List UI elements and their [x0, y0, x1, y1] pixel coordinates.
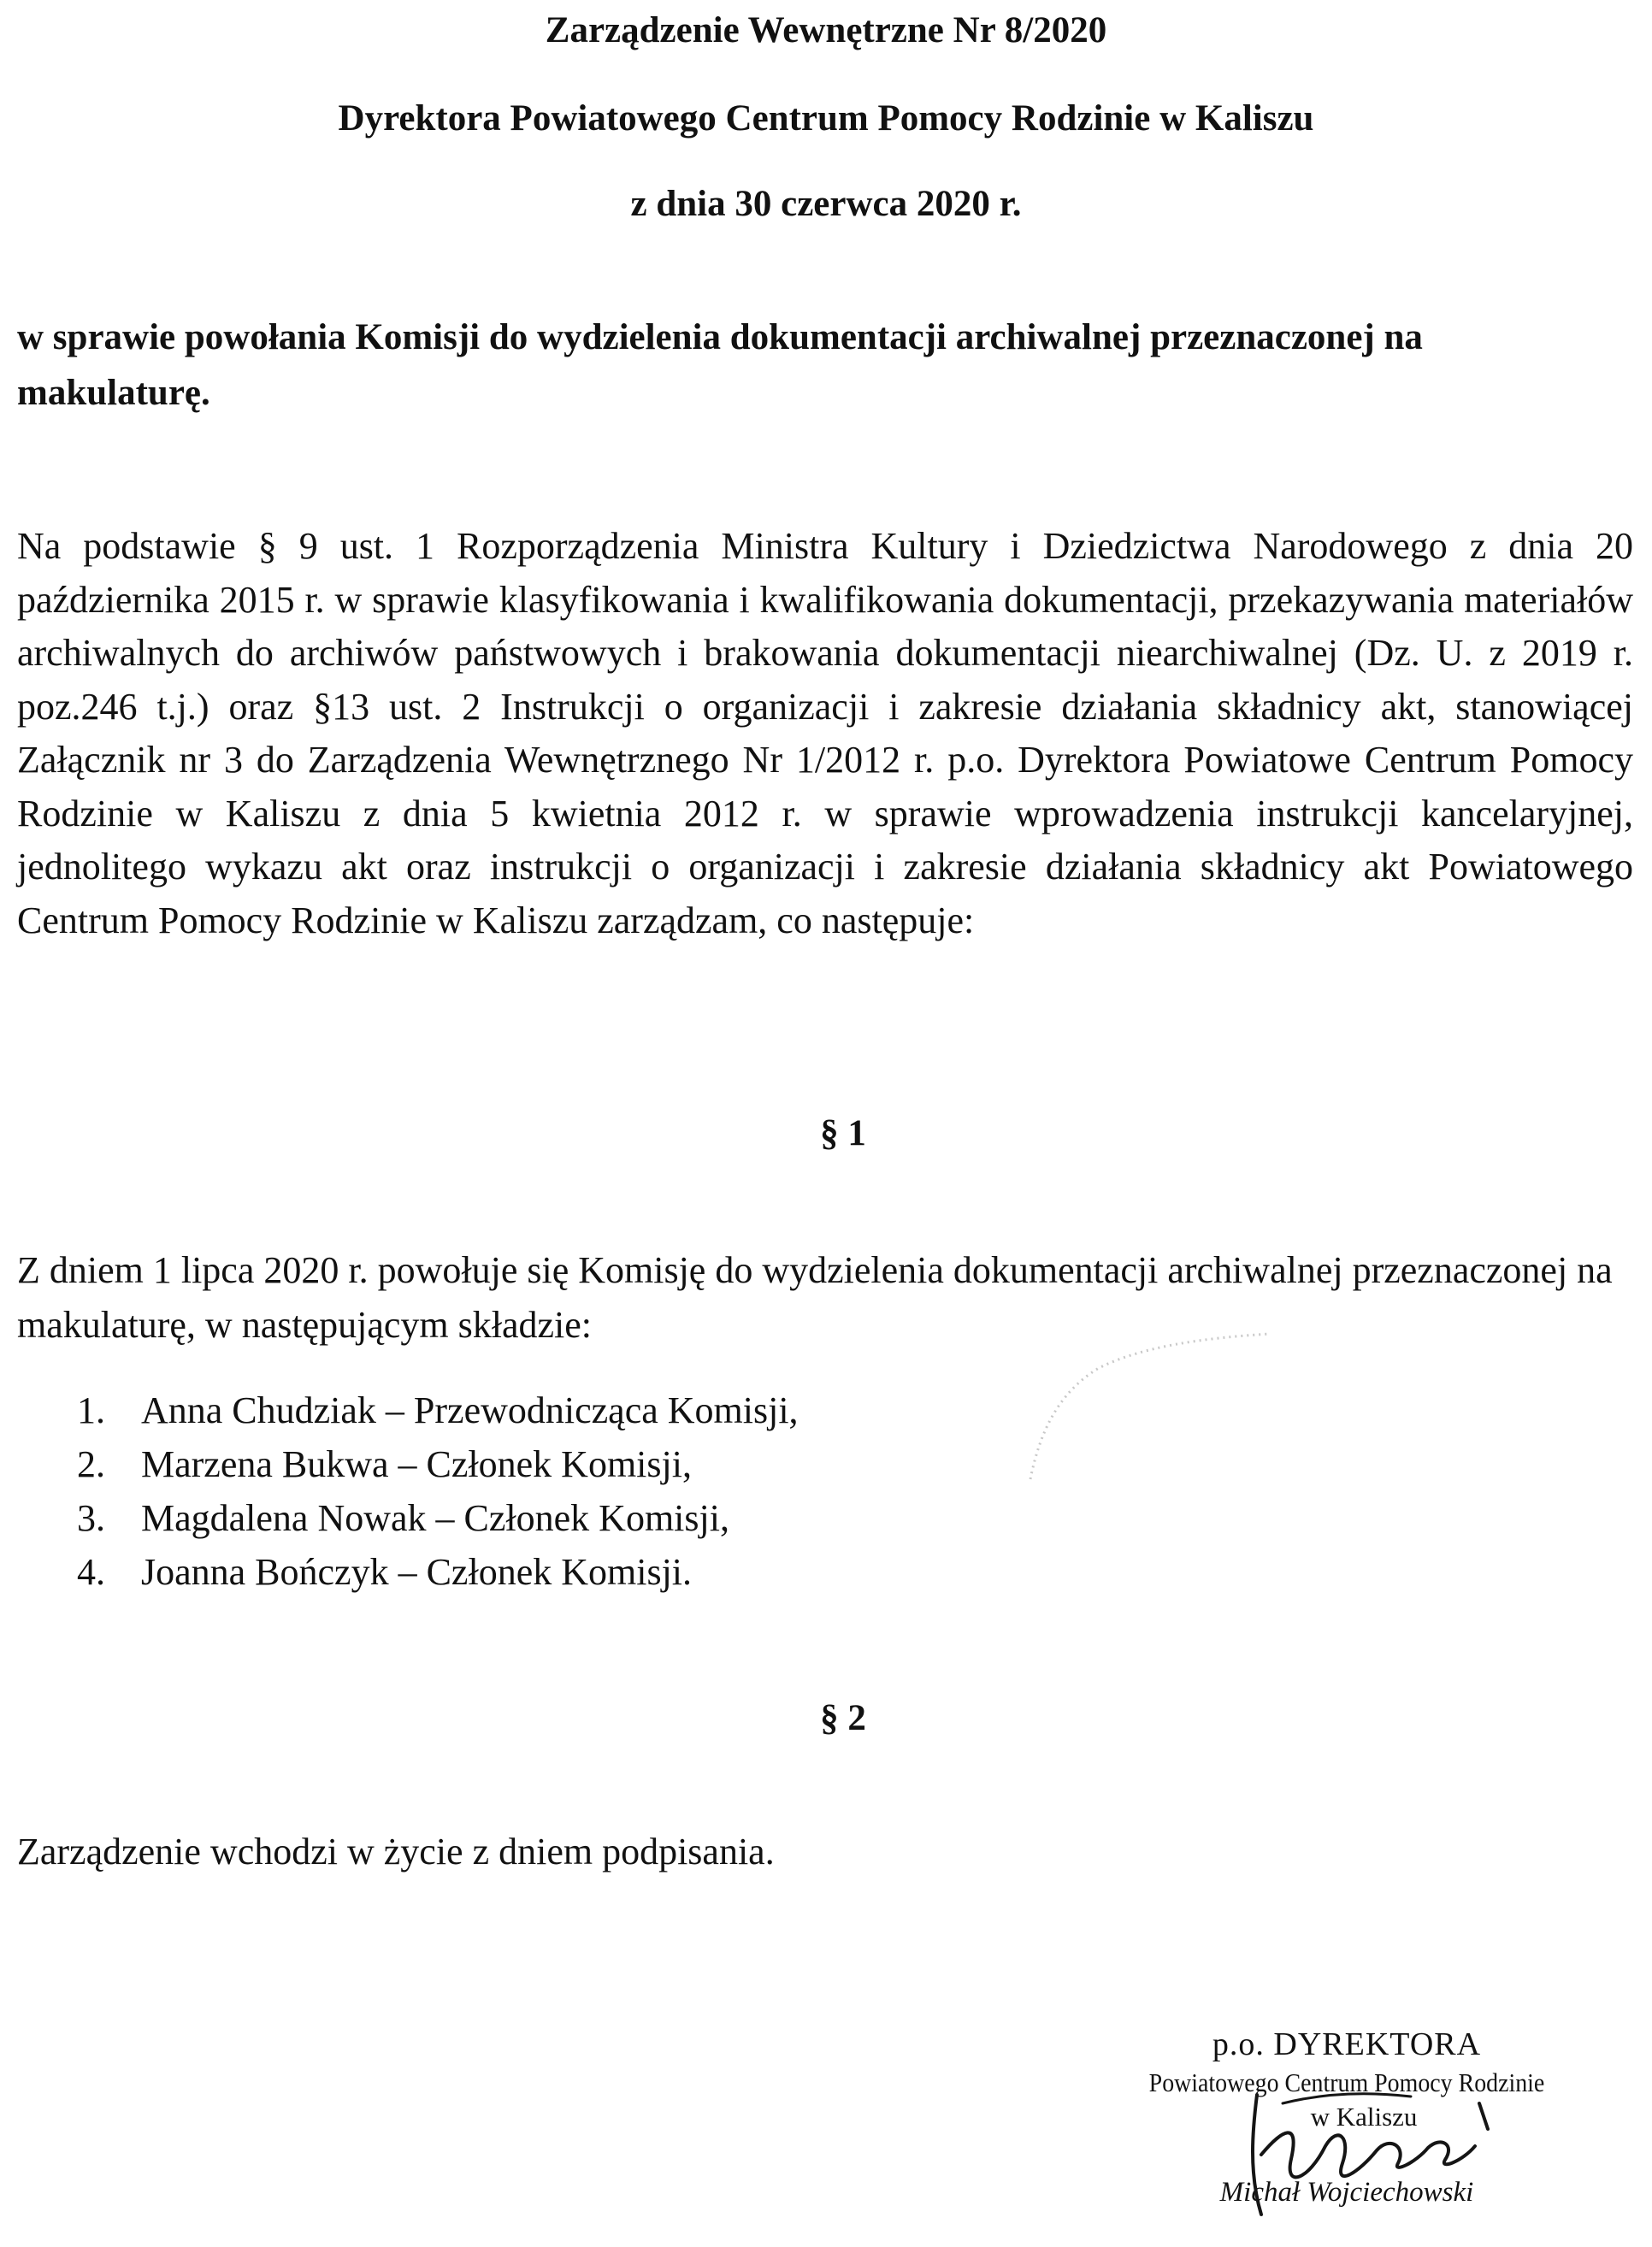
document-title: Zarządzenie Wewnętrzne Nr 8/2020 [545, 10, 1107, 50]
list-item [77, 1545, 799, 1599]
section-2-text: Zarządzenie wchodzi w życie z dniem podpisania. [17, 1831, 775, 1872]
signature-name: Michał Wojciechowski [1219, 2177, 1474, 2208]
list-item-text: Marzena Bukwa – Członek Komisji, [141, 1443, 692, 1485]
signature-title: p.o. DYREKTORA [1212, 2026, 1482, 2062]
list-item [77, 1383, 799, 1437]
section-2-heading: § 2 [820, 1698, 866, 1738]
pencil-mark [1022, 1317, 1278, 1488]
signature-organization: Powiatowego Centrum Pomocy Rodzinie [1148, 2067, 1545, 2097]
list-item-number: 1. [77, 1389, 105, 1431]
document-issuer: Dyrektora Powiatowego Centrum Pomocy Rodzinie w Kaliszu [338, 98, 1314, 139]
document-subject: w sprawie powołania Komisji do wydzielenia dokumentacji archiwalnej przeznaczonej na makulaturę. [17, 317, 1423, 413]
commission-members-list [77, 1383, 799, 1599]
list-item-text: Anna Chudziak – Przewodnicząca Komisji, [141, 1389, 799, 1431]
list-item-number: 3. [77, 1497, 105, 1539]
list-item-number: 4. [77, 1551, 105, 1593]
list-item-text: Joanna Bończyk – Członek Komisji. [141, 1551, 693, 1593]
document-date: z dnia 30 czerwca 2020 r. [630, 184, 1022, 224]
list-item-text: Magdalena Nowak – Członek Komisji, [141, 1497, 729, 1539]
section-1-text: Z dniem 1 lipca 2020 r. powołuje się Komisję do wydzielenia dokumentacji archiwalnej przeznaczonej na makulaturę, w następującym składzie: [17, 1249, 1613, 1346]
section-1-heading: § 1 [820, 1113, 866, 1153]
legal-basis-paragraph: Na podstawie § 9 ust. 1 Rozporządzenia Ministra Kultury i Dziedzictwa Narodowego z dnia 20 października 2015 r. w sprawie klasyfikowania i kwalifikowania dokumentacji, przekazywania materiałów archiwalnych do archiwów państwowych i brakowania dokumentacji niearchiwalnej (Dz. U. z 2019 r. poz.246 t.j.) oraz §13 ust. 2 Instrukcji o organizacji i zakresie działania składnicy akt, stanowiącej Załącznik nr 3 do Zarządzenia Wewnętrznego Nr 1/2012 r. p.o. Dyrektora Powiatowe Centrum Pomocy Rodzinie w Kaliszu z dnia 5 kwietnia 2012 r. w sprawie wprowadzenia instrukcji kancelaryjnej, jednolitego wykazu akt oraz instrukcji o organizacji i zakresie działania składnicy akt Powiatowego Centrum Pomocy Rodzinie w Kaliszu zarządzam, co następuje: [17, 525, 1633, 941]
list-item [77, 1437, 799, 1491]
list-item [77, 1491, 799, 1545]
list-item-number: 2. [77, 1443, 105, 1485]
handwritten-signature-icon [1231, 2078, 1505, 2223]
signature-city: w Kaliszu [1310, 2102, 1418, 2132]
